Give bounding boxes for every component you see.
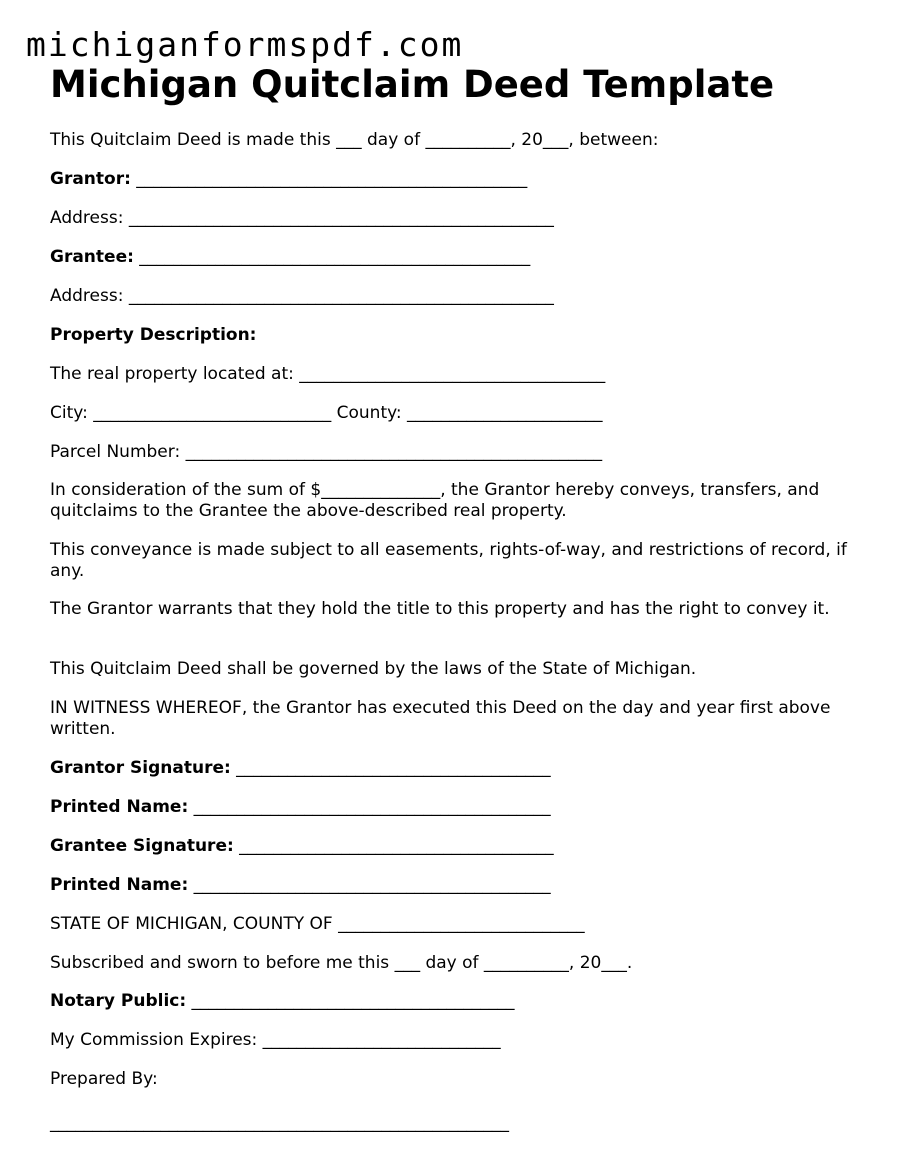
grantee-printed-name-label: Printed Name: (50, 875, 189, 895)
watermark: michiganformspdf.com (26, 25, 464, 64)
notary-public-label: Notary Public: (50, 991, 187, 1011)
grantee-signature-blank: _____________________________________ (233, 836, 554, 856)
parcel-number-field: Parcel Number: _________________________________________________ (50, 442, 603, 462)
prepared-by-blank: ______________________________________________________ (50, 1113, 509, 1133)
consideration-paragraph: In consideration of the sum of $______________, the Grantor hereby conveys, transfers, and quitclaims to the Grantee the above-described real property. (50, 480, 825, 521)
grantor-printed-name-blank: __________________________________________ (188, 797, 551, 817)
grantor-field (50, 169, 853, 190)
grantor-printed-name-label: Printed Name: (50, 797, 189, 817)
subject-to-paragraph: This conveyance is made subject to all easements, rights-of-way, and restrictions of record, if any. (50, 540, 853, 581)
grantor-label: Grantor: (50, 169, 131, 189)
page-title: Michigan Quitclaim Deed Template (50, 63, 775, 106)
grantee-blank: ______________________________________________ (133, 247, 531, 267)
grantee-printed-name-field (50, 875, 853, 896)
grantor-signature-field (50, 758, 853, 779)
governing-law-paragraph: This Quitclaim Deed shall be governed by the laws of the State of Michigan. (50, 659, 697, 679)
state-county-field: STATE OF MICHIGAN, COUNTY OF _____________________________ (50, 914, 585, 934)
property-description-heading: Property Description: (50, 325, 257, 345)
grantee-signature-label: Grantee Signature: (50, 836, 234, 856)
grantor-address-field: Address: __________________________________________________ (50, 208, 554, 228)
grantee-address-field: Address: __________________________________________________ (50, 286, 554, 306)
grantee-signature-field (50, 836, 853, 857)
grantor-signature-blank: _____________________________________ (230, 758, 551, 778)
notary-public-field (50, 991, 853, 1012)
grantor-blank: ______________________________________________ (130, 169, 528, 189)
grantee-label: Grantee: (50, 247, 134, 267)
grantee-field (50, 247, 853, 268)
subscribed-sworn-field: Subscribed and sworn to before me this ___ day of __________, 20___. (50, 953, 633, 973)
warranty-paragraph: The Grantor warrants that they hold the title to this property and has the right to convey it. (50, 599, 830, 619)
property-location-field: The real property located at: ____________________________________ (50, 364, 606, 384)
grantor-printed-name-field (50, 797, 853, 818)
city-county-field: City: ____________________________ County: _______________________ (50, 403, 603, 423)
grantor-signature-label: Grantor Signature: (50, 758, 231, 778)
prepared-by-label: Prepared By: (50, 1069, 158, 1089)
witness-paragraph: IN WITNESS WHEREOF, the Grantor has executed this Deed on the day and year first above written. (50, 698, 836, 739)
commission-expires-field: My Commission Expires: ____________________________ (50, 1030, 501, 1050)
grantee-printed-name-blank: __________________________________________ (188, 875, 551, 895)
intro-text: This Quitclaim Deed is made this ___ day of __________, 20___, between: (50, 130, 659, 150)
notary-public-blank: ______________________________________ (186, 991, 515, 1011)
